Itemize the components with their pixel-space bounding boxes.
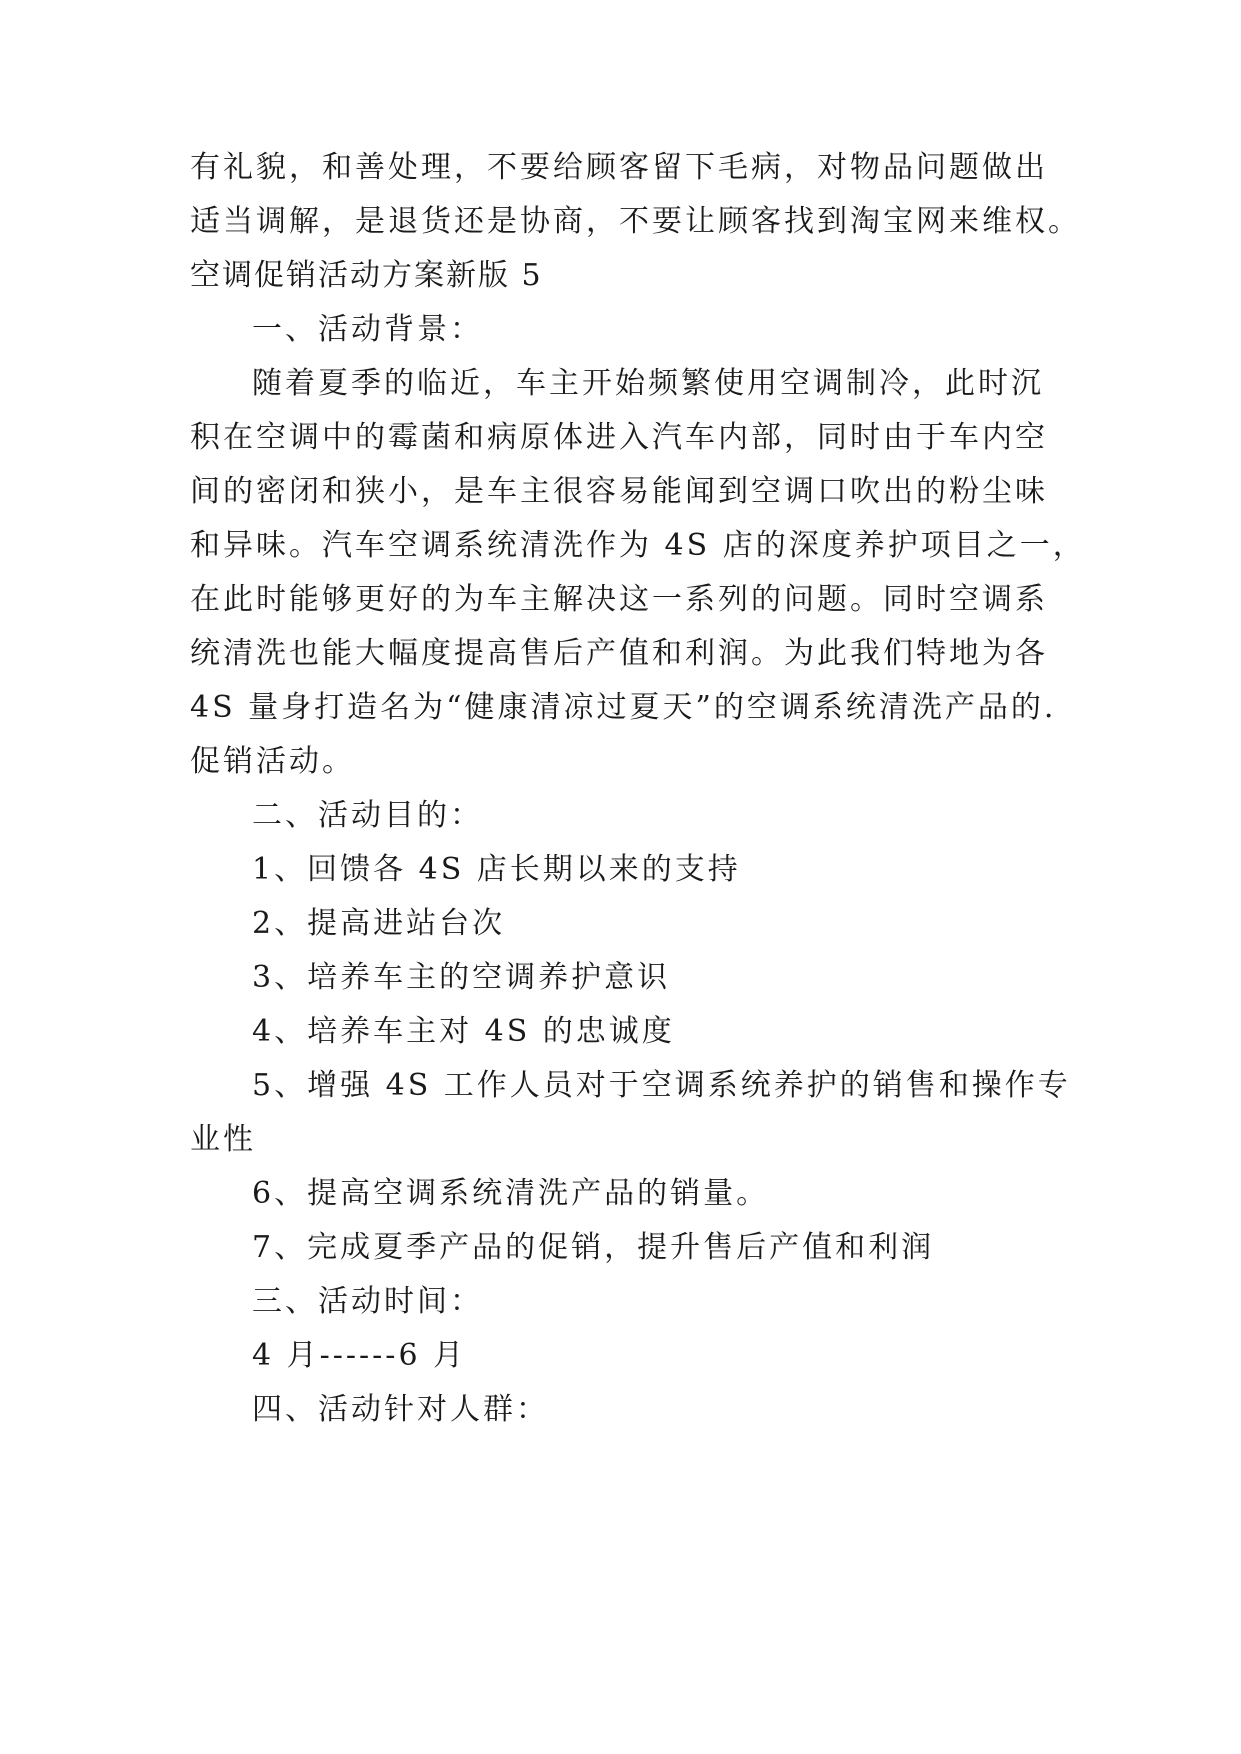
section-heading: 二、活动目的： (252, 798, 483, 833)
list-item-continuation: 业性 (190, 1122, 256, 1157)
paragraph-line: 有礼貌，和善处理，不要给顾客留下毛病，对物品问题做出 (190, 150, 1048, 185)
paragraph-line: 统清洗也能大幅度提高售后产值和利润。为此我们特地为各 (190, 636, 1048, 671)
paragraph-line: 间的密闭和狭小，是车主很容易能闻到空调口吹出的粉尘味 (190, 474, 1048, 509)
section-heading: 三、活动时间： (252, 1284, 483, 1319)
paragraph-line: 积在空调中的霉菌和病原体进入汽车内部，同时由于车内空 (190, 420, 1048, 455)
paragraph-line: 和异味。汽车空调系统清洗作为 4S 店的深度养护项目之一， (190, 528, 1086, 563)
paragraph-line: 在此时能够更好的为车主解决这一系列的问题。同时空调系 (190, 582, 1048, 617)
section-title: 空调促销活动方案新版 5 (190, 258, 543, 293)
list-item: 4、培养车主对 4S 的忠诚度 (252, 1014, 675, 1049)
list-item: 3、培养车主的空调养护意识 (252, 960, 671, 995)
section-heading: 一、活动背景： (252, 312, 483, 347)
paragraph-line: 适当调解，是退货还是协商，不要让顾客找到淘宝网来维权。 (190, 204, 1081, 239)
list-item: 6、提高空调系统清洗产品的销量。 (252, 1176, 770, 1211)
paragraph-line: 促销活动。 (190, 744, 355, 779)
list-item: 1、回馈各 4S 店长期以来的支持 (252, 852, 741, 887)
paragraph-line: 随着夏季的临近，车主开始频繁使用空调制冷，此时沉 (252, 366, 1044, 401)
list-item: 2、提高进站台次 (252, 906, 506, 941)
list-item: 7、完成夏季产品的促销，提升售后产值和利润 (252, 1230, 935, 1265)
paragraph-line: 4S 量身打造名为“健康清凉过夏天”的空调系统清洗产品的. (190, 690, 1057, 725)
section-heading: 四、活动针对人群： (252, 1392, 549, 1427)
paragraph-line: 4 月------6 月 (252, 1338, 467, 1373)
list-item: 5、增强 4S 工作人员对于空调系统养护的销售和操作专 (252, 1068, 1071, 1103)
